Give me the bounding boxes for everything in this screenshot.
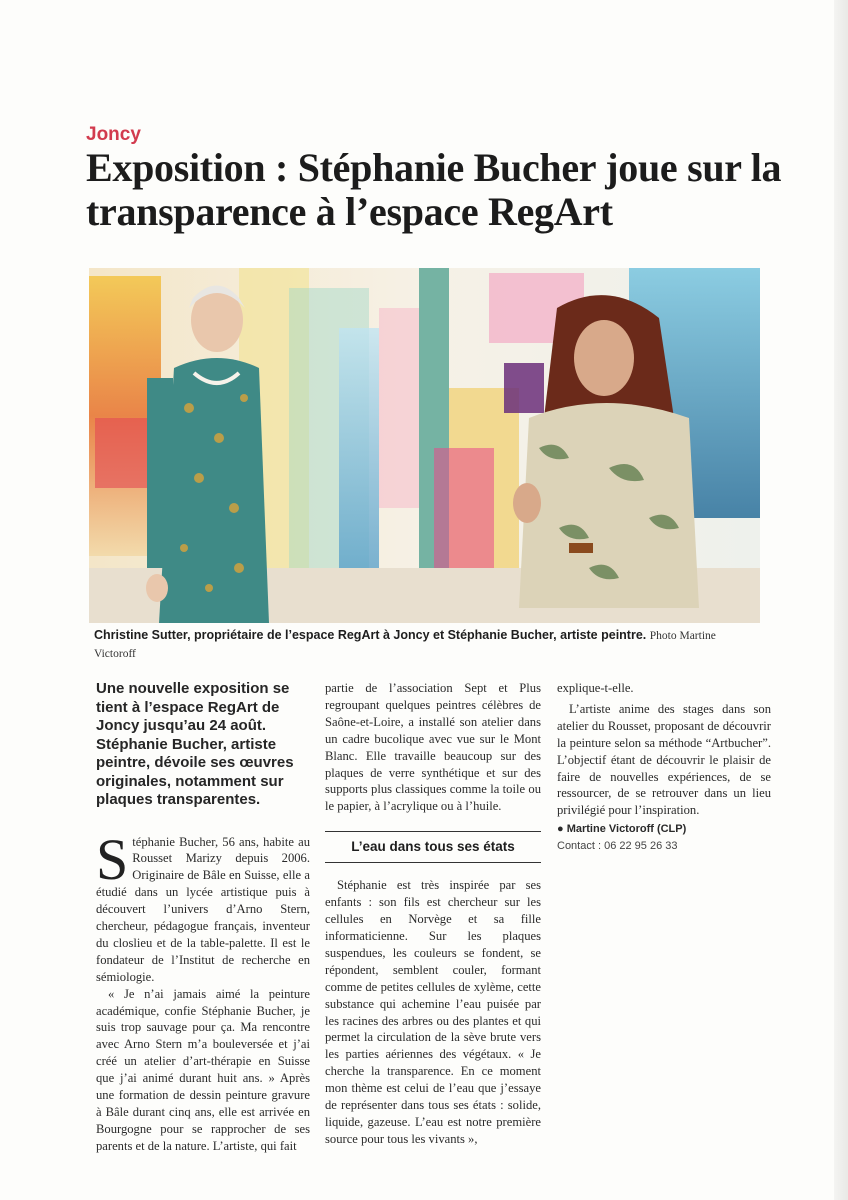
contact-line: Contact : 06 22 95 26 33 bbox=[557, 840, 678, 853]
column-1 bbox=[96, 680, 310, 1155]
article-headline: Exposition : Stéphanie Bucher joue sur la transparence à l’espace RegArt bbox=[86, 145, 782, 234]
photo-caption bbox=[94, 627, 759, 663]
photo-illustration bbox=[89, 268, 760, 623]
paragraph-1 bbox=[96, 826, 310, 986]
paragraph-2: « Je n’ai jamais aimé la peinture académique, confie Stéphanie Bucher, je suis trop sauvage pour ça. Ma rencontre avec Arno Stern m’a bouleversée et j’ai créé un atelier d’art-thérapie en Suisse que j’ai animé durant huit ans. » Après une formation de dessin peinture gravure à Bâle durant cinq ans, elle est arrivée en Bourgogne pour se rapprocher de ses parents et de la nature. L’artiste, qui fait bbox=[96, 986, 310, 1153]
page-edge bbox=[834, 0, 848, 1200]
paragraph-4: L’artiste anime des stages dans son atelier du Rousset, proposant de découvrir la peinture selon sa méthode “Artbucher”. L’objectif étant de découvrir le plaisir de faire de nouvelles expériences, de se ressourcer, de se retrouver dans un lieu privilégié pour l’inspiration. bbox=[557, 701, 771, 818]
caption-text: Christine Sutter, propriétaire de l’espace RegArt à Joncy et Stéphanie Bucher, artiste peintre. bbox=[94, 628, 647, 642]
paragraph-3-continued: explique-t-elle. bbox=[557, 681, 634, 695]
article-lead: Une nouvelle exposition se tient à l’espace RegArt de Joncy jusqu’au 24 août. Stéphanie Bucher, artiste peintre, dévoile ses œuvres originales, notamment sur plaques transparentes. bbox=[96, 680, 294, 808]
caption-credit: Photo Martine Victoroff bbox=[94, 630, 716, 660]
section-subhead: L’eau dans tous ses états bbox=[325, 831, 541, 863]
column-3 bbox=[557, 680, 771, 855]
article-kicker: Joncy bbox=[86, 124, 141, 145]
column-2 bbox=[325, 680, 541, 1148]
paragraph-2-continued: partie de l’association Sept et Plus regroupant quelques peintres célèbres de Saône-et-Loire, a installé son atelier dans un cadre bucolique avec vue sur le Mont Blanc. Elle travaille beaucoup sur des plaques de verre synthétique et sur des supports plus classiques comme la toile ou le papier, à l’acrylique ou à l’huile. bbox=[325, 681, 541, 814]
paragraph-1-text: téphanie Bucher, 56 ans, habite au Rousset Marizy depuis 2006. Originaire de Bâle en Suisse, elle a étudié dans un lycée artistique puis à découvert l’univers d’Arno Stern, chercheur, pédagogue français, inventeur du closlieu et de la table-palette. Il est le fondateur de l’Institut de recherche en sémiologie. bbox=[96, 834, 310, 984]
article-photo bbox=[89, 268, 760, 623]
paragraph-3: Stéphanie est très inspirée par ses enfants : son fils est chercheur sur les cellules en Norvège et sa fille informaticienne. Sur les plaques suspendues, les couleurs se fondent, se répondent, semblent couler, formant comme de petites cellules de xylème, cette substance qui achemine l’eau puisée par les racines des arbres ou des plantes et qui permet la circulation de la sève brute vers les parties aériennes des végétaux. « Je cherche la transparence. En ce moment mon thème est celui de l’eau que j’essaye de représenter dans tous ses états : solide, liquide, gazeuse. L’eau est notre première source pour tous les vivants », bbox=[325, 878, 541, 1146]
byline-signature: ● Martine Victoroff (CLP) bbox=[557, 823, 687, 836]
drop-cap: S bbox=[96, 826, 129, 892]
